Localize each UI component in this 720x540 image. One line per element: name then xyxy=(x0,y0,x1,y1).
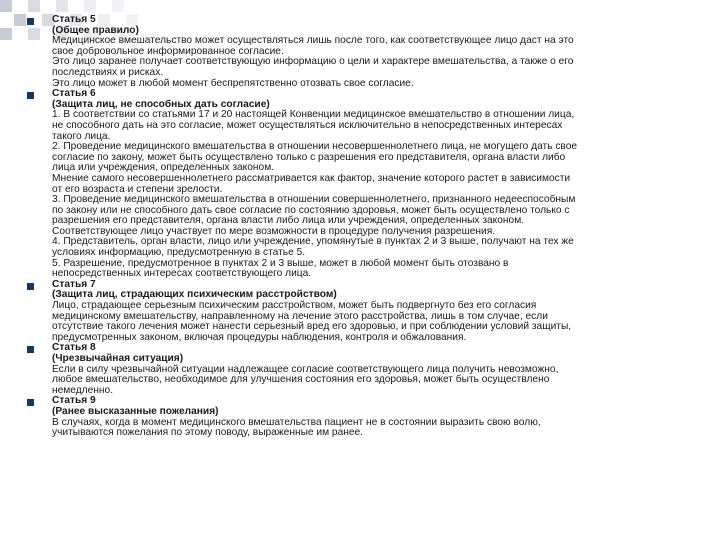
article-subtitle: (Чрезвычайная ситуация) xyxy=(52,353,184,364)
bullet-square-icon xyxy=(27,346,34,353)
bullet-square-icon xyxy=(27,399,34,406)
bullet-square-icon xyxy=(27,283,34,290)
article-line: согласие по закону, может быть осуществлено только с разрешения его представителя, органа власти либо xyxy=(52,151,566,163)
article-line: любое вмешательство, необходимое для улучшения состояния его здоровья, может быть осуществлено xyxy=(52,374,550,386)
article-line: немедленно. xyxy=(52,384,114,396)
article-line: Медицинское вмешательство может осуществляться лишь после того, как соответствующее лицо даст на это xyxy=(52,35,574,47)
article-line: от его возраста и степени зрелости. xyxy=(52,183,223,195)
article-line: предусмотренных законом, включая процедуры наблюдения, контроля и обжалования. xyxy=(52,331,467,343)
decorative-square xyxy=(28,0,40,12)
article-line: Если в силу чрезвычайной ситуации надлежащее согласие соответствующего лица получить невозможно, xyxy=(52,363,559,375)
article-line: непосредственных интересах соответствующего лица. xyxy=(52,268,312,280)
article-line: не способного дать на это согласие, может осуществляться исключительно в непосредственных интересах xyxy=(52,119,563,131)
article-line: медицинскому вмешательству, направленному на лечение этого расстройства, лишь в том случае, если xyxy=(52,310,548,322)
article-line: Мнение самого несовершеннолетнего рассматривается как фактор, значение которого растет в зависимости xyxy=(52,172,571,184)
article-text xyxy=(52,396,692,438)
article-line: 5. Разрешение, предусмотренное в пунктах 2 и 3 выше, может в любой момент быть отозвано в xyxy=(52,257,509,269)
article-line: свое добровольное информированное согласие. xyxy=(52,45,284,57)
article-line: такого лица. xyxy=(52,130,111,142)
article-block xyxy=(0,280,720,344)
article-heading: Статья 7 xyxy=(52,278,96,290)
decorative-square xyxy=(56,0,68,12)
article-line: Это лицо заранее получает соответствующую информацию о цели и характере вмешательства, а также о его xyxy=(52,56,574,68)
article-text xyxy=(52,89,692,280)
article-line: 2. Проведение медицинского вмешательства в отношении несовершеннолетнего лица, не могущего дать свое xyxy=(52,141,578,153)
article-line: 1. В соответствии со статьями 17 и 20 настоящей Конвенции медицинское вмешательство в отношении лица, xyxy=(52,109,575,121)
article-line: Лицо, страдающее серьезным психическим расстройством, может быть подвергнуто без его согласия xyxy=(52,300,537,312)
article-line: Соответствующее лицо участвует по мере возможности в процедуре получения разрешения. xyxy=(52,225,496,237)
bullet-square-icon xyxy=(27,18,34,25)
article-text xyxy=(52,15,692,89)
document-body xyxy=(0,15,720,439)
article-line: разрешения его представителя, органа власти либо лица или учреждения, определенных законом. xyxy=(52,215,525,227)
decorative-square xyxy=(112,0,124,12)
article-heading: Статья 8 xyxy=(52,342,96,354)
article-heading: Статья 9 xyxy=(52,395,96,407)
article-line: учитываются пожелания по этому поводу, выраженные им ранее. xyxy=(52,427,364,439)
article-line: В случаях, когда в момент медицинского вмешательства пациент не в состоянии выразить свою волю, xyxy=(52,416,541,428)
article-heading: Статья 5 xyxy=(52,14,96,25)
article-subtitle: (Защита лиц, страдающих психическим расстройством) xyxy=(52,289,337,301)
article-line: условиях информацию, предусмотренную в статье 5. xyxy=(52,247,306,259)
article-line: отсутствие такого лечения может нанести серьезный вред его здоровью, и при соблюдении условий защиты, xyxy=(52,321,572,333)
article-block xyxy=(0,15,720,89)
article-subtitle: (Ранее высказанные пожелания) xyxy=(52,405,219,417)
article-line: по закону или не способного дать свое согласие по состоянию здоровья, может быть осуществлено только с xyxy=(52,204,570,216)
article-heading: Статья 6 xyxy=(52,88,96,100)
article-subtitle: (Общее правило) xyxy=(52,24,139,36)
decorative-square xyxy=(84,0,96,12)
article-line: Это лицо может в любой момент беспрепятственно отозвать свое согласие. xyxy=(52,77,414,89)
article-subtitle: (Защита лиц, не способных дать согласие) xyxy=(52,98,270,110)
article-text xyxy=(52,280,692,344)
article-line: 4. Представитель, орган власти, лицо или учреждение, упомянутые в пунктах 2 и 3 выше, получают на тех же xyxy=(52,236,574,248)
article-block xyxy=(0,396,720,438)
article-text xyxy=(52,343,692,396)
article-line: последствиях и рисках. xyxy=(52,66,164,78)
article-block xyxy=(0,343,720,396)
bullet-square-icon xyxy=(27,92,34,99)
article-block xyxy=(0,89,720,280)
article-line: 3. Проведение медицинского вмешательства в отношении совершеннолетнего, признанного недееспособным xyxy=(52,194,576,206)
article-line: лица или учреждения, определенных законом. xyxy=(52,162,275,174)
decorative-square xyxy=(0,0,12,12)
